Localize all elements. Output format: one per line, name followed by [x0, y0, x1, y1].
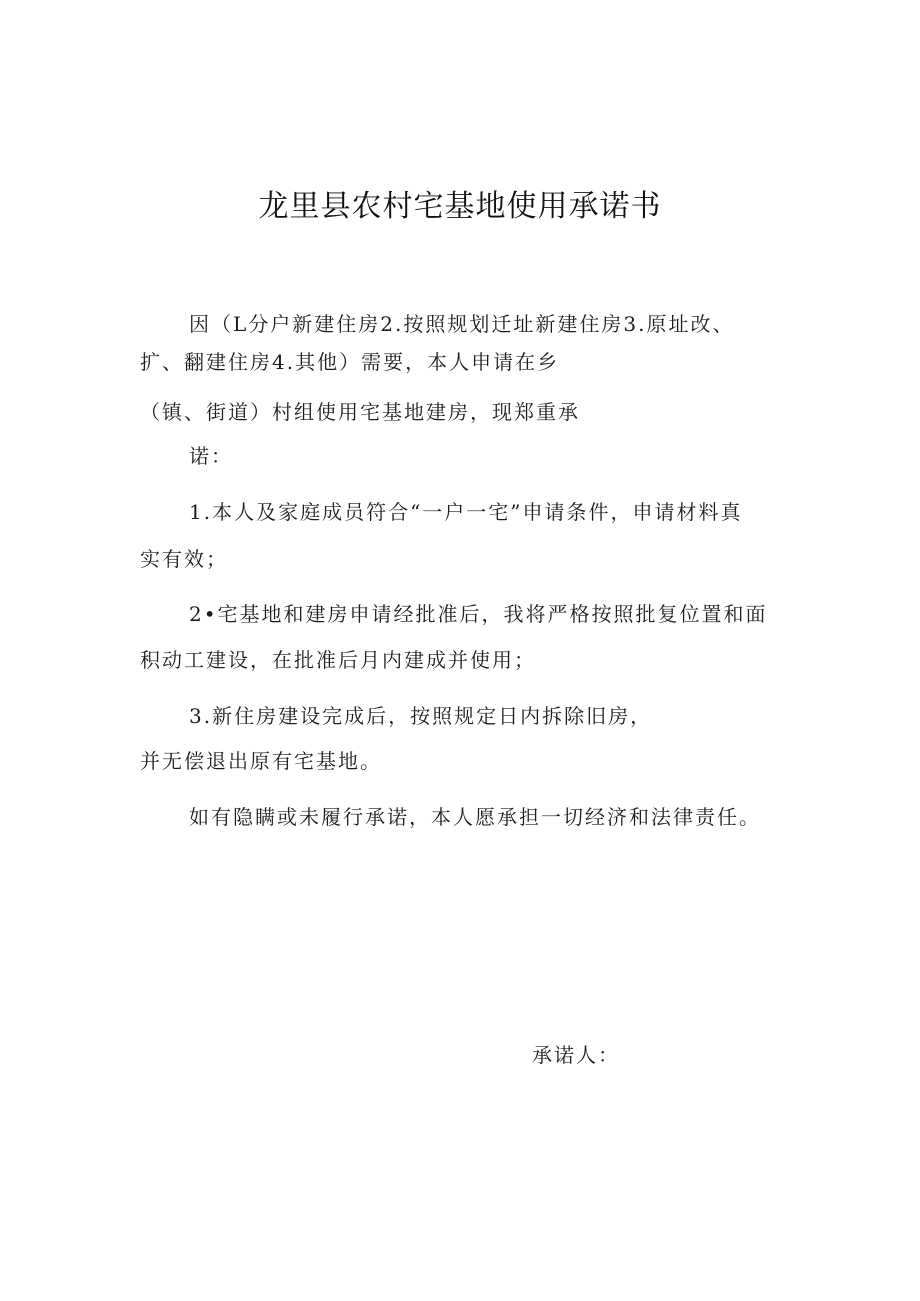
paragraph-2-line-1: 1.本人及家庭成员符合“一户一宅”申请条件，申请材料真 [189, 500, 743, 524]
paragraph-1-line-1: 因（L分户新建住房2.按照规划迁址新建住房3.原址改、 [189, 312, 735, 336]
paragraph-5-line-1: 如有隐瞒或未履行承诺，本人愿承担一切经济和法律责任。 [189, 805, 761, 829]
paragraph-2-line-2: 实有效； [140, 547, 228, 571]
paragraph-1-line-2: 扩、翻建住房4.其他）需要，本人申请在乡 [140, 350, 560, 374]
paragraph-3-line-1: 2•宅基地和建房申请经批准后，我将严格按照批复位置和面 [189, 602, 768, 626]
paragraph-4-line-2: 并无偿退出原有宅基地。 [140, 749, 382, 773]
paragraph-1-line-4: 诺： [189, 444, 233, 468]
paragraph-3-line-2: 积动工建设，在批准后月内建成并使用； [140, 648, 536, 672]
document-title: 龙里县农村宅基地使用承诺书 [258, 189, 662, 224]
paragraph-4-line-1: 3.新住房建设完成后，按照规定日内拆除旧房， [189, 704, 653, 728]
signer-label: 承诺人： [532, 1043, 620, 1067]
paragraph-1-line-3: （镇、街道）村组使用宅基地建房，现郑重承 [140, 400, 580, 424]
